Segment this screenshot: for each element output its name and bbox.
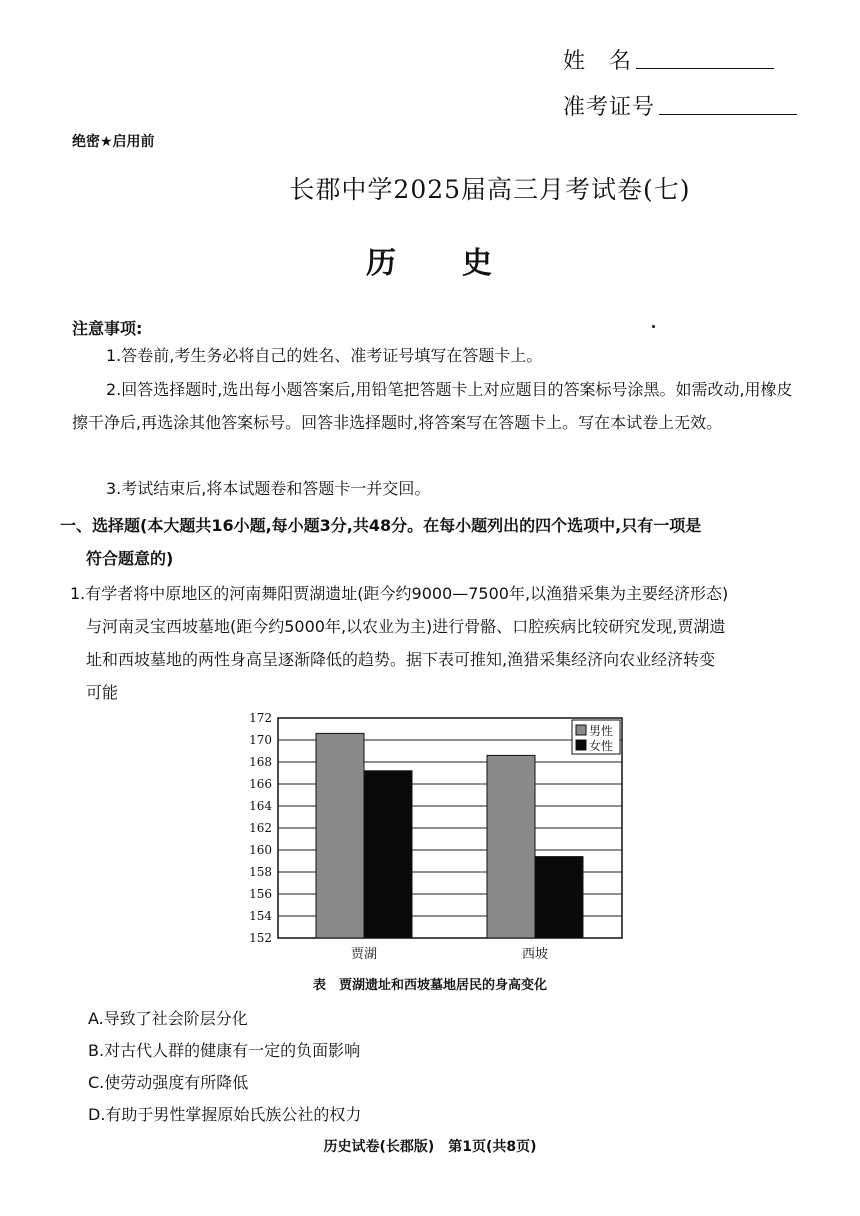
y-tick-label: 172 xyxy=(249,711,272,725)
y-tick-label: 166 xyxy=(249,777,272,791)
bar-male-0 xyxy=(316,733,364,938)
bar-male-1 xyxy=(487,755,535,938)
chart-y-tick-labels xyxy=(249,711,272,945)
x-tick-label: 贾湖 xyxy=(350,947,378,962)
legend-swatch xyxy=(576,725,586,735)
exam-id-field xyxy=(563,90,797,121)
name-label: 姓 名 xyxy=(563,49,633,74)
y-tick-label: 162 xyxy=(249,821,272,835)
option-b: B.对古代人群的健康有一定的负面影响 xyxy=(88,1041,361,1060)
notice-item-3: 3.考试结束后,将本试题卷和答题卡一并交回。 xyxy=(106,479,431,498)
notice-heading: 注意事项: xyxy=(72,319,143,338)
chart-caption: 表 贾湖遗址和西坡墓地居民的身高变化 xyxy=(312,978,547,993)
y-tick-label: 158 xyxy=(249,865,272,879)
question-line-4: 可能 xyxy=(86,683,119,702)
option-c: C.使劳动强度有所降低 xyxy=(88,1073,249,1092)
y-tick-label: 168 xyxy=(249,755,272,769)
secret-mark: 绝密★启用前 xyxy=(72,134,155,150)
chart-legend xyxy=(572,720,620,754)
y-tick-label: 164 xyxy=(249,799,272,813)
legend-label: 男性 xyxy=(589,724,614,738)
section-title-cont: 符合题意的) xyxy=(86,549,174,568)
y-tick-label: 170 xyxy=(249,733,272,747)
section-title: 一、选择题(本大题共16小题,每小题3分,共48分。在每小题列出的四个选项中,只有一项是 xyxy=(60,516,702,535)
y-tick-label: 156 xyxy=(249,887,272,901)
height-bar-chart xyxy=(240,708,630,968)
y-tick-label: 152 xyxy=(249,931,272,945)
y-tick-label: 160 xyxy=(249,843,272,857)
subject-title: 历 史 xyxy=(366,246,494,281)
question-line-1: 1.有学者将中原地区的河南舞阳贾湖遗址(距今约9000—7500年,以渔猎采集为主要经济形态) xyxy=(70,584,729,603)
option-a: A.导致了社会阶层分化 xyxy=(88,1009,248,1028)
page-footer: 历史试卷(长郡版) 第1页(共8页) xyxy=(323,1139,537,1155)
bar-female-0 xyxy=(364,771,412,938)
exam-id-label: 准考证号 xyxy=(563,95,656,120)
notice-item-1: 1.答卷前,考生务必将自己的姓名、准考证号填写在答题卡上。 xyxy=(106,346,543,365)
exam-title: 长郡中学2025届高三月考试卷(七) xyxy=(289,175,691,204)
exam-id-blank xyxy=(659,113,797,115)
notice-item-2: 2.回答选择题时,选出每小题答案后,用铅笔把答题卡上对应题目的答案标号涂黑。如需改动,用橡皮擦干净后,再选涂其他答案标号。回答非选择题时,将答案写在答题卡上。写在本试卷上无效。 xyxy=(72,380,793,432)
name-blank xyxy=(636,67,774,69)
option-d: D.有助于男性掌握原始氏族公社的权力 xyxy=(88,1105,362,1124)
y-tick-label: 154 xyxy=(249,909,272,923)
chart-x-tick-labels xyxy=(351,946,548,962)
chart-bars xyxy=(316,733,583,938)
legend-swatch xyxy=(576,740,586,750)
question-line-3: 址和西坡墓地的两性身高呈逐渐降低的趋势。据下表可推知,渔猎采集经济向农业经济转变 xyxy=(86,650,716,669)
question-line-2: 与河南灵宝西坡墓地(距今约5000年,以农业为主)进行骨骼、口腔疾病比较研究发现,贾湖遗 xyxy=(86,617,726,636)
name-field xyxy=(563,44,774,75)
x-tick-label: 西坡 xyxy=(521,947,549,962)
stray-dot xyxy=(652,325,655,328)
bar-female-1 xyxy=(535,857,583,938)
legend-label: 女性 xyxy=(589,739,614,753)
